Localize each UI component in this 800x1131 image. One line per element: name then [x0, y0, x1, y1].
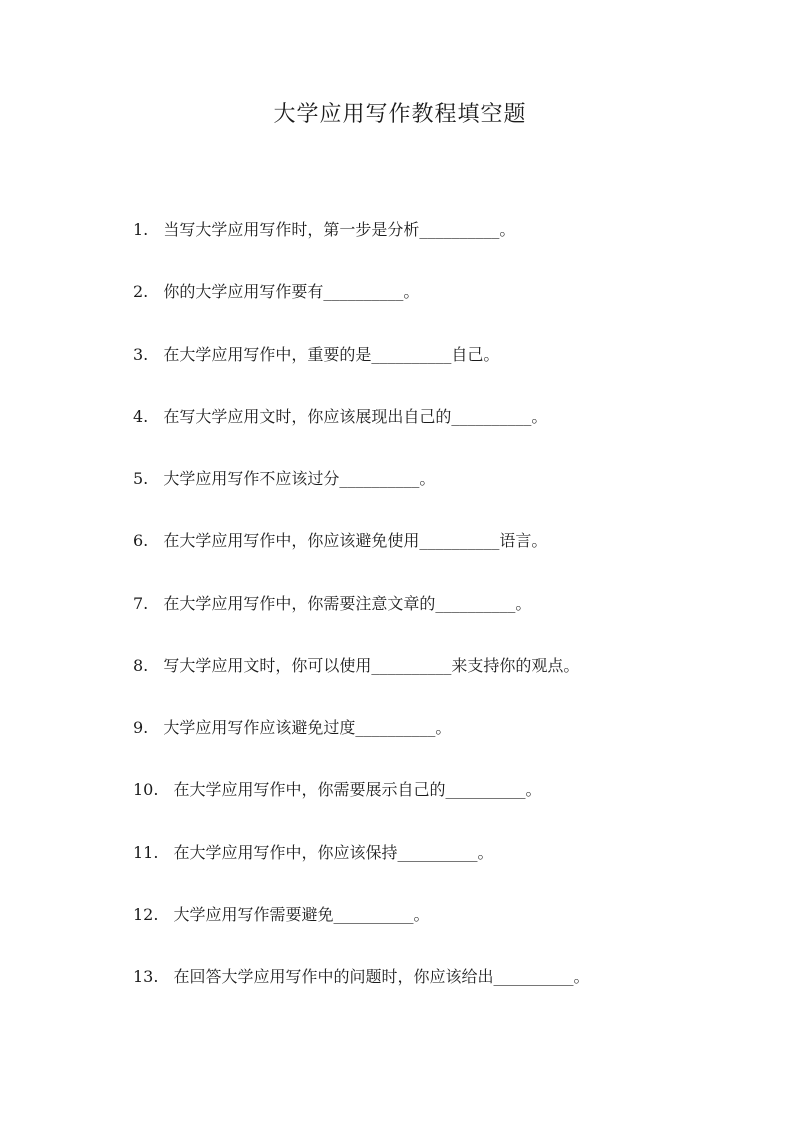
question-item — [133, 340, 499, 370]
question-number: 1. — [133, 220, 149, 239]
question-number: 3. — [133, 345, 149, 364]
question-number: 6. — [133, 531, 149, 550]
question-text: 在大学应用写作中，你应该保持__________。 — [173, 843, 494, 862]
question-item — [133, 215, 515, 245]
question-item — [133, 900, 430, 930]
question-text: 在大学应用写作中，你需要展示自己的__________。 — [173, 780, 542, 799]
question-item — [133, 402, 547, 432]
question-number: 9. — [133, 718, 149, 737]
question-text: 在大学应用写作中，你需要注意文章的__________。 — [163, 594, 532, 613]
question-number: 2. — [133, 282, 149, 301]
question-number: 5. — [133, 469, 149, 488]
question-text: 写大学应用文时，你可以使用__________来支持你的观点。 — [163, 656, 580, 675]
question-number: 10. — [133, 780, 159, 799]
question-text: 你的大学应用写作要有__________。 — [163, 282, 420, 301]
question-text: 大学应用写作需要避免__________。 — [173, 905, 430, 924]
question-text: 在大学应用写作中，重要的是__________自己。 — [163, 345, 500, 364]
question-number: 7. — [133, 594, 149, 613]
question-text: 大学应用写作不应该过分__________。 — [163, 469, 436, 488]
question-text: 大学应用写作应该避免过度__________。 — [163, 718, 452, 737]
question-item — [133, 277, 419, 307]
question-number: 4. — [133, 407, 149, 426]
question-text: 在回答大学应用写作中的问题时，你应该给出__________。 — [173, 967, 590, 986]
question-item — [133, 464, 435, 494]
question-number: 11. — [133, 843, 159, 862]
question-text: 在写大学应用文时，你应该展现出自己的__________。 — [163, 407, 548, 426]
question-item — [133, 589, 531, 619]
question-item — [133, 775, 542, 805]
question-text: 在大学应用写作中，你应该避免使用__________语言。 — [163, 531, 548, 550]
question-number: 12. — [133, 905, 159, 924]
question-item — [133, 962, 590, 992]
question-item — [133, 651, 579, 681]
document-title: 大学应用写作教程填空题 — [273, 102, 527, 127]
question-number: 13. — [133, 967, 159, 986]
question-text: 当写大学应用写作时，第一步是分析__________。 — [163, 220, 516, 239]
question-item — [133, 838, 494, 868]
question-item — [133, 713, 451, 743]
question-number: 8. — [133, 656, 149, 675]
question-item — [133, 526, 547, 556]
